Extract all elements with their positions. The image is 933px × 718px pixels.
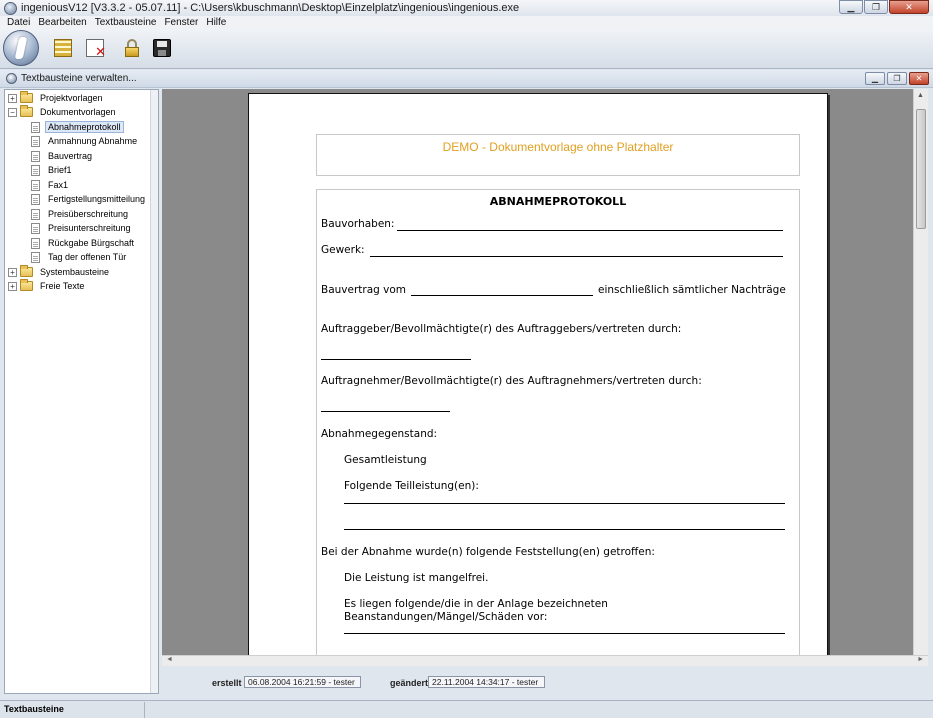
document-vertical-scrollbar[interactable]: [913, 89, 928, 655]
title-bar: [0, 0, 933, 16]
app-icon: [4, 2, 17, 15]
tree-item-label: Rückgabe Bürgschaft: [48, 238, 135, 248]
form-body: [316, 189, 800, 655]
document-viewer[interactable]: [162, 89, 928, 655]
delete-document-icon[interactable]: [86, 39, 104, 57]
label-feststellung: Bei der Abnahme wurde(n) folgende Feststellung(en) getroffen:: [321, 546, 655, 558]
tree-item-fax1[interactable]: [31, 178, 71, 192]
menu-datei[interactable]: Datei: [7, 17, 31, 28]
mdi-maximize-button[interactable]: ❐: [887, 72, 907, 85]
minimize-button[interactable]: ▁: [839, 0, 863, 14]
tree-item-bauvertrag[interactable]: [31, 149, 95, 163]
collapse-icon[interactable]: −: [8, 108, 17, 117]
tree-item-label: Abnahmeprotokoll: [45, 121, 124, 133]
created-label: erstellt: [212, 678, 242, 688]
tree-item-rueckgabe-buergschaft[interactable]: [31, 236, 137, 250]
menu-bar: [0, 16, 933, 29]
tree-folder-freie-texte[interactable]: [8, 279, 87, 293]
grid-icon[interactable]: [54, 39, 72, 57]
status-bar: [0, 700, 933, 718]
tree-item-fertigstellungsmitteilung[interactable]: [31, 192, 148, 206]
tree-folder-systembausteine[interactable]: [8, 265, 112, 279]
save-icon[interactable]: [153, 39, 171, 57]
document-icon: [31, 223, 40, 234]
document-icon: [31, 136, 40, 147]
lock-icon[interactable]: [123, 39, 141, 57]
document-icon: [31, 194, 40, 205]
mdi-title: Textbausteine verwalten...: [21, 73, 137, 84]
created-field: 06.08.2004 16:21:59 - tester: [244, 676, 361, 688]
tree-item-label: Systembausteine: [40, 267, 110, 277]
tree-item-label: Fertigstellungsmitteilung: [48, 194, 146, 204]
label-gewerk: Gewerk:: [321, 244, 365, 256]
tree-folder-dokumentvorlagen[interactable]: [8, 105, 119, 119]
document-icon: [31, 209, 40, 220]
tree-item-brief1[interactable]: [31, 163, 75, 177]
blank-line: [411, 295, 593, 296]
label-auftraggeber: Auftraggeber/Bevollmächtigte(r) des Auftraggebers/vertreten durch:: [321, 323, 682, 335]
mdi-window-controls: [865, 72, 929, 85]
mdi-minimize-button[interactable]: ▁: [865, 72, 885, 85]
blank-line: [344, 529, 785, 530]
demo-banner-text: DEMO - Dokumentvorlage ohne Platzhalter: [442, 140, 674, 154]
blank-line: [397, 230, 783, 231]
toolbar: [0, 29, 933, 69]
folder-open-icon: [20, 107, 33, 117]
tree-item-preisunterschreitung[interactable]: [31, 221, 134, 235]
window-controls: [839, 0, 929, 14]
blank-line: [321, 411, 450, 412]
document-icon: [31, 238, 40, 249]
blank-line: [344, 633, 785, 634]
document-icon: [31, 165, 40, 176]
mdi-close-button[interactable]: ✕: [909, 72, 929, 85]
tree-item-label: Preisunterschreitung: [48, 223, 131, 233]
tree-item-label: Fax1: [48, 180, 69, 190]
tree-item-label: Projektvorlagen: [40, 93, 103, 103]
status-text: Textbausteine: [0, 702, 145, 718]
expand-icon[interactable]: +: [8, 268, 17, 277]
window-title: ingeniousV12 [V3.3.2 - 05.07.11] - C:\Users\kbuschmann\Desktop\Einzelplatz\ingenious\ingenious.exe: [21, 2, 520, 14]
label-bauvorhaben: Bauvorhaben:: [321, 218, 395, 230]
tree-folder-projektvorlagen[interactable]: [8, 91, 106, 105]
modified-field: 22.11.2004 14:34:17 - tester: [428, 676, 545, 688]
tree-scrollbar[interactable]: [150, 90, 158, 693]
scroll-up-icon[interactable]: ▲: [917, 92, 924, 99]
label-bauvertrag-vom: Bauvertrag vom: [321, 284, 407, 296]
document-icon: [31, 180, 40, 191]
menu-fenster[interactable]: Fenster: [164, 17, 199, 28]
label-anlage-line2: Beanstandungen/Mängel/Schäden vor:: [344, 611, 548, 623]
expand-icon[interactable]: +: [8, 94, 17, 103]
folder-icon: [20, 267, 33, 277]
label-anlage-line1: Es liegen folgende/die in der Anlage bezeichneten: [344, 598, 608, 610]
label-auftragnehmer: Auftragnehmer/Bevollmächtigte(r) des Auftragnehmers/vertreten durch:: [321, 375, 702, 387]
blank-line: [344, 503, 785, 504]
tree-item-preisueberschreitung[interactable]: [31, 207, 131, 221]
menu-textbausteine[interactable]: Textbausteine: [94, 17, 157, 28]
document-icon: [31, 252, 40, 263]
document-page[interactable]: [248, 93, 828, 655]
blank-line: [321, 359, 471, 360]
tree-item-label: Dokumentvorlagen: [40, 107, 116, 117]
expand-icon[interactable]: +: [8, 282, 17, 291]
blank-line: [370, 256, 783, 257]
menu-bearbeiten[interactable]: Bearbeiten: [38, 17, 87, 28]
orb-i-icon: [15, 37, 28, 59]
label-gesamtleistung: Gesamtleistung: [344, 454, 427, 466]
tree-item-label: Preisüberschreitung: [48, 209, 129, 219]
tree-item-anmahnung-abnahme[interactable]: [31, 134, 140, 148]
mdi-app-icon: [6, 73, 17, 84]
template-tree[interactable]: [4, 89, 159, 694]
scroll-left-icon[interactable]: ◄: [166, 656, 173, 663]
form-title: ABNAHMEPROTOKOLL: [489, 195, 627, 208]
tree-item-label: Tag der offenen Tür: [48, 252, 127, 262]
document-icon: [31, 122, 40, 133]
close-button[interactable]: ✕: [889, 0, 929, 14]
tree-item-label: Bauvertrag: [48, 151, 93, 161]
folder-icon: [20, 281, 33, 291]
tree-item-abnahmeprotokoll[interactable]: [31, 120, 124, 134]
label-mangelfrei: Die Leistung ist mangelfrei.: [344, 572, 489, 584]
label-teilleistung: Folgende Teilleistung(en):: [344, 480, 479, 492]
app-orb-button[interactable]: [3, 30, 39, 66]
scroll-right-icon[interactable]: ►: [917, 656, 924, 663]
document-horizontal-scrollbar[interactable]: [162, 655, 928, 666]
tree-item-label: Brief1: [48, 165, 72, 175]
label-abnahmegegenstand: Abnahmegegenstand:: [321, 428, 438, 440]
tree-item-tag-der-offenen-tuer[interactable]: [31, 250, 129, 264]
folder-icon: [20, 93, 33, 103]
menu-hilfe[interactable]: Hilfe: [206, 17, 227, 28]
label-nachtraege: einschließlich sämtlicher Nachträge: [598, 284, 786, 296]
modified-label: geändert: [390, 678, 429, 688]
mdi-title-bar: [0, 70, 933, 88]
maximize-button[interactable]: ❐: [864, 0, 888, 14]
document-icon: [31, 151, 40, 162]
metadata-bar: [162, 667, 928, 695]
demo-banner: [316, 134, 800, 176]
scroll-thumb[interactable]: [916, 109, 926, 229]
tree-item-label: Anmahnung Abnahme: [48, 136, 138, 146]
tree-item-label: Freie Texte: [40, 281, 85, 291]
